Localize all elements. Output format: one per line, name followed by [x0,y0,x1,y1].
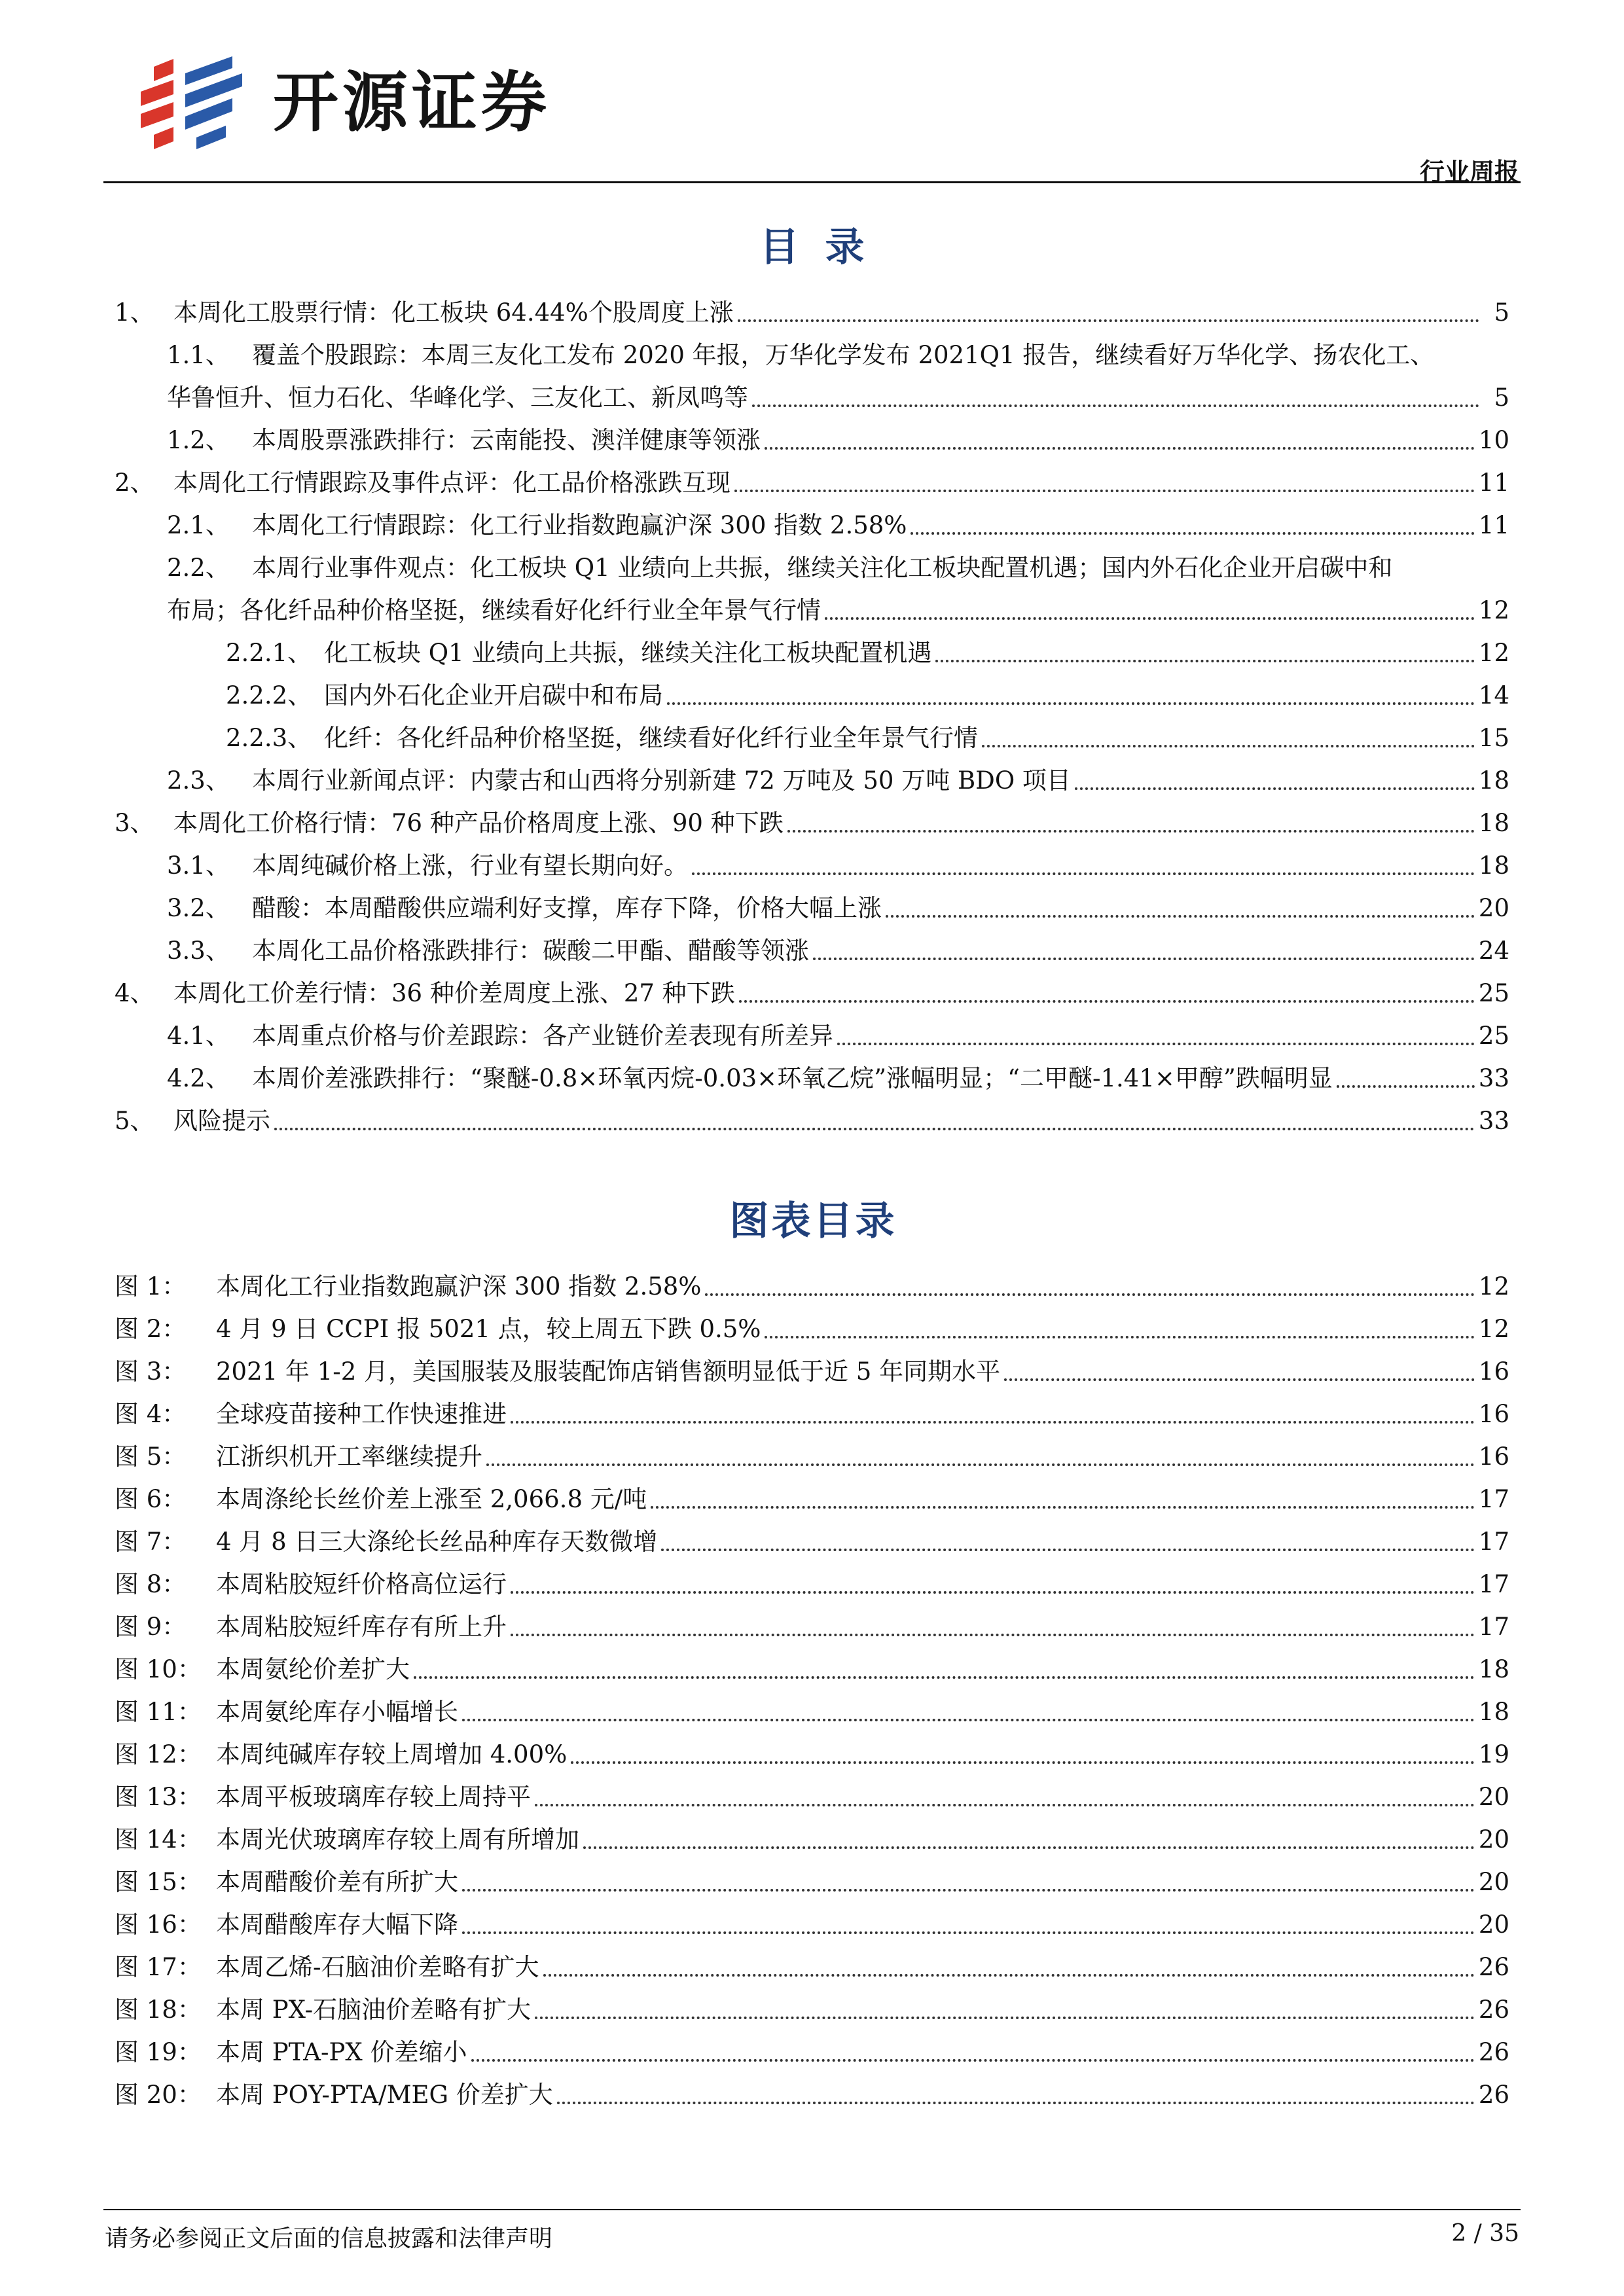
dot-leader [738,319,1479,322]
footer-divider [103,2209,1521,2210]
dot-leader [739,1000,1475,1003]
report-type: 行业周报 [1419,158,1519,187]
figure-entry[interactable] [115,1345,1509,1388]
figure-entry[interactable] [115,1600,1509,1643]
toc-entry-number: 1.2、 [167,425,230,454]
dot-leader [274,1128,1475,1130]
toc-entry[interactable] [115,456,1509,499]
toc-entry[interactable] [115,1009,1509,1052]
toc-entry-number: 2.2、 [167,553,230,582]
figure-entry-label: 本周涤纶长丝价差上涨至 2,066.8 元/吨 [216,1484,647,1513]
toc-entry-number: 4、 [115,978,154,1007]
toc-entry[interactable] [115,499,1509,541]
dot-leader [661,1549,1475,1551]
figure-entry-number: 图 11： [115,1697,202,1726]
toc-entry-label-continued: 布局；各化纤品种价格坚挺，继续看好化纤行业全年景气行情 [167,596,821,624]
toc-entry-label: 覆盖个股跟踪：本周三友化工发布 2020 年报，万华化学发布 2021Q1 报告，继续看好万华化学、扬农化工、 [252,340,1435,369]
figure-index-title: 图表目录 [729,1198,897,1244]
toc-entry-label: 本周价差涨跌排行：“聚醚-0.8×环氧丙烷-0.03×环氧乙烷”涨幅明显；“二甲醚-1.41×甲醇”跌幅明显 [252,1064,1333,1092]
toc-entry-label: 本周重点价格与价差跟踪：各产业链价差表现有所差异 [252,1021,833,1050]
figure-entry-label: 本周纯碱库存较上周增加 4.00% [216,1740,568,1768]
dot-leader [982,745,1475,747]
toc-entry-number: 3.2、 [167,893,230,922]
toc-entry-page: 18 [1478,851,1509,880]
figure-entry-number: 图 5： [115,1442,187,1471]
figure-entry-number: 图 17： [115,1952,202,1981]
toc-entry-page: 5 [1494,298,1509,327]
page-indicator: 2 / 35 [1451,2220,1519,2247]
dot-leader [462,1719,1475,1721]
brand-logo [134,54,550,152]
toc-entry-page: 20 [1478,893,1509,922]
toc-entry-number: 2.3、 [167,766,230,795]
toc-entry-page: 12 [1478,596,1509,624]
dot-leader [486,1463,1475,1466]
toc-entry-number: 1.1、 [167,340,230,369]
toc-entry-page: 14 [1478,681,1509,709]
dot-leader [705,1293,1474,1296]
brand-name: 开源证券 [273,64,550,141]
toc-entry-number: 2.1、 [167,511,230,539]
toc-entry[interactable] [115,711,1509,754]
dot-leader [734,490,1475,492]
figure-entry-number: 图 13： [115,1782,202,1811]
toc-entry-page: 33 [1478,1064,1509,1092]
dot-leader [535,2017,1475,2019]
figure-entry[interactable] [115,1643,1509,1685]
dot-leader [765,447,1475,450]
toc-entry[interactable] [115,669,1509,711]
toc-entry-page: 11 [1478,511,1509,539]
figure-entry-page: 16 [1478,1442,1509,1471]
figure-entry-number: 图 7： [115,1527,187,1556]
figure-entry-label: 本周平板玻璃库存较上周持平 [216,1782,531,1811]
figure-entry-page: 26 [1478,2080,1509,2109]
figure-entry-label: 全球疫苗接种工作快速推进 [216,1399,507,1428]
dot-leader [837,1043,1475,1045]
toc-entry-label: 醋酸：本周醋酸供应端利好支撑，库存下降，价格大幅上涨 [252,893,882,922]
toc-entry-page: 33 [1478,1106,1509,1135]
toc-entry-label: 化工板块 Q1 业绩向上共振，继续关注化工板块配置机遇 [324,638,932,667]
dot-leader [692,872,1475,875]
figure-entry-label: 本周 PX-石脑油价差略有扩大 [216,1995,532,2024]
figure-entry-number: 图 12： [115,1740,202,1768]
figure-entry-page: 17 [1478,1570,1509,1598]
figure-entry-page: 20 [1478,1867,1509,1896]
toc-entry-number: 4.1、 [167,1021,230,1050]
figure-entry-label: 本周醋酸库存大幅下降 [216,1910,458,1939]
toc-title: 目录 [759,224,891,270]
toc-entry-label: 本周化工价格行情：76 种产品价格周度上涨、90 种下跌 [173,808,784,837]
figure-entry-page: 17 [1478,1484,1509,1513]
dot-leader [557,2102,1475,2104]
figure-entry-label: 本周粘胶短纤价格高位运行 [216,1570,507,1598]
toc-entry-number: 5、 [115,1106,154,1135]
dot-leader [511,1591,1475,1594]
toc-entry-number: 2.2.3、 [226,723,312,752]
dot-leader [787,830,1475,833]
dot-leader [825,617,1475,620]
figure-entry[interactable] [115,2068,1509,2111]
figure-entry[interactable] [115,1770,1509,1813]
toc-entry-label-continued: 华鲁恒升、恒力石化、华峰化学、三友化工、新凤鸣等 [167,383,748,412]
toc-entry[interactable] [115,754,1509,797]
toc-entry[interactable] [115,797,1509,839]
toc-entry-page: 5 [1494,383,1509,412]
figure-index [115,1260,1509,2111]
footer-disclaimer: 请务必参阅正文后面的信息披露和法律声明 [105,2225,553,2252]
toc-entry-number: 3、 [115,808,154,837]
toc-entry-page: 18 [1478,808,1509,837]
figure-entry-number: 图 14： [115,1825,202,1854]
dot-leader [1004,1378,1475,1381]
toc-entry-label: 国内外石化企业开启碳中和布局 [324,681,663,709]
figure-entry-label: 本周氨纶价差扩大 [216,1655,410,1683]
figure-entry-label: 本周乙烯-石脑油价差略有扩大 [216,1952,539,1981]
toc-entry-label: 本周化工行情跟踪：化工行业指数跑赢沪深 300 指数 2.58% [252,511,907,539]
figure-entry[interactable] [115,1302,1509,1345]
dot-leader [911,532,1474,535]
figure-entry[interactable] [115,1388,1509,1430]
figure-entry-number: 图 19： [115,2037,202,2066]
toc-entry-number: 2.2.1、 [226,638,312,667]
toc-entry[interactable] [115,1052,1509,1094]
dot-leader [765,1336,1474,1338]
toc-entry-number: 3.1、 [167,851,230,880]
figure-entry-page: 16 [1478,1399,1509,1428]
toc-entry[interactable] [115,626,1509,669]
toc-entry[interactable] [115,541,1509,626]
toc-entry[interactable] [115,1094,1509,1137]
toc-entry-label: 本周股票涨跌排行：云南能投、澳洋健康等领涨 [252,425,761,454]
figure-entry-number: 图 15： [115,1867,202,1896]
toc-entry[interactable] [115,414,1509,456]
figure-entry[interactable] [115,1728,1509,1770]
toc-entry-number: 1、 [115,298,154,327]
toc-entry[interactable] [115,839,1509,882]
figure-entry-page: 26 [1478,1995,1509,2024]
figure-entry-page: 18 [1478,1697,1509,1726]
dot-leader [471,2059,1475,2062]
figure-entry-page: 26 [1478,2037,1509,2066]
dot-leader [511,1634,1475,1636]
figure-entry-number: 图 8： [115,1570,187,1598]
figure-entry-number: 图 16： [115,1910,202,1939]
figure-entry-number: 图 6： [115,1484,187,1513]
dot-leader [886,915,1475,918]
dot-leader [1075,787,1475,790]
figure-entry-label: 4 月 8 日三大涤纶长丝品种库存天数微增 [216,1527,658,1556]
figure-entry[interactable] [115,1260,1509,1302]
figure-entry[interactable] [115,1558,1509,1600]
figure-entry-number: 图 4： [115,1399,187,1428]
toc-entry-label: 化纤：各化纤品种价格坚挺，继续看好化纤行业全年景气行情 [324,723,978,752]
toc-entry-number: 2.2.2、 [226,681,312,709]
figure-entry-page: 18 [1478,1655,1509,1683]
figure-entry-label: 江浙织机开工率继续提升 [216,1442,482,1471]
toc-entry-number: 3.3、 [167,936,230,965]
figure-entry-label: 本周 POY-PTA/MEG 价差扩大 [216,2080,553,2109]
figure-entry-label: 本周氨纶库存小幅增长 [216,1697,458,1726]
toc-entry-label: 本周化工价差行情：36 种价差周度上涨、27 种下跌 [173,978,735,1007]
figure-entry[interactable] [115,1898,1509,1941]
toc-entry[interactable] [115,882,1509,924]
toc-entry-page: 18 [1478,766,1509,795]
figure-entry-label: 本周醋酸价差有所扩大 [216,1867,458,1896]
figure-entry-number: 图 18： [115,1995,202,2024]
toc-entry-page: 10 [1478,425,1509,454]
toc-entry[interactable] [115,924,1509,967]
figure-entry-page: 12 [1478,1314,1509,1343]
figure-entry[interactable] [115,1941,1509,1983]
dot-leader [583,1846,1475,1849]
brand-mark-icon [134,54,252,152]
figure-entry-label: 本周粘胶短纤库存有所上升 [216,1612,507,1641]
table-of-contents [115,286,1509,1137]
toc-entry-page: 15 [1478,723,1509,752]
figure-entry[interactable] [115,1515,1509,1558]
dot-leader [462,1889,1475,1892]
figure-entry-label: 本周化工行业指数跑赢沪深 300 指数 2.58% [216,1272,702,1300]
figure-entry-page: 16 [1478,1357,1509,1386]
toc-entry-label: 本周化工品价格涨跌排行：碳酸二甲酯、醋酸等领涨 [252,936,809,965]
toc-entry-number: 2、 [115,468,154,497]
toc-entry-label: 本周化工行情跟踪及事件点评：化工品价格涨跌互现 [173,468,731,497]
toc-entry-label: 本周纯碱价格上涨，行业有望长期向好。 [252,851,688,880]
figure-entry[interactable] [115,1685,1509,1728]
figure-entry-page: 19 [1478,1740,1509,1768]
toc-entry-label: 风险提示 [173,1106,270,1135]
dot-leader [511,1421,1475,1424]
figure-entry-page: 12 [1478,1272,1509,1300]
figure-entry[interactable] [115,1473,1509,1515]
dot-leader [414,1676,1475,1679]
dot-leader [462,1931,1475,1934]
figure-entry-number: 图 2： [115,1314,187,1343]
figure-entry-page: 26 [1478,1952,1509,1981]
toc-entry-page: 12 [1478,638,1509,667]
toc-entry-page: 11 [1478,468,1509,497]
figure-entry-number: 图 9： [115,1612,187,1641]
toc-entry-number: 4.2、 [167,1064,230,1092]
figure-entry-number: 图 1： [115,1272,187,1300]
dot-leader [535,1804,1475,1806]
figure-entry[interactable] [115,1430,1509,1473]
header-divider [103,181,1521,183]
figure-entry[interactable] [115,1813,1509,1856]
figure-entry-page: 17 [1478,1612,1509,1641]
figure-entry-label: 4 月 9 日 CCPI 报 5021 点，较上周五下跌 0.5% [216,1314,761,1343]
toc-entry-page: 25 [1478,1021,1509,1050]
toc-entry[interactable] [115,329,1509,414]
toc-entry-label: 本周行业事件观点：化工板块 Q1 业绩向上共振，继续关注化工板块配置机遇；国内外石化企业开启碳中和 [252,553,1393,582]
toc-entry-page: 25 [1478,978,1509,1007]
figure-entry-label: 本周光伏玻璃库存较上周有所增加 [216,1825,579,1854]
figure-entry[interactable] [115,2026,1509,2068]
toc-entry-label: 本周行业新闻点评：内蒙古和山西将分别新建 72 万吨及 50 万吨 BDO 项目 [252,766,1071,795]
toc-entry[interactable] [115,286,1509,329]
figure-entry[interactable] [115,1856,1509,1898]
dot-leader [651,1506,1475,1509]
figure-entry-label: 2021 年 1-2 月，美国服装及服装配饰店销售额明显低于近 5 年同期水平 [216,1357,1001,1386]
figure-entry-label: 本周 PTA-PX 价差缩小 [216,2037,467,2066]
dot-leader [813,958,1475,960]
figure-entry[interactable] [115,1983,1509,2026]
dot-leader [752,404,1479,407]
figure-entry-page: 20 [1478,1782,1509,1811]
figure-entry-page: 20 [1478,1910,1509,1939]
dot-leader [1337,1085,1475,1088]
dot-leader [935,660,1475,662]
dot-leader [571,1761,1475,1764]
toc-entry[interactable] [115,967,1509,1009]
dot-leader [543,1974,1475,1977]
figure-entry-page: 20 [1478,1825,1509,1854]
figure-entry-number: 图 20： [115,2080,202,2109]
figure-entry-number: 图 10： [115,1655,202,1683]
figure-entry-number: 图 3： [115,1357,187,1386]
toc-entry-page: 24 [1478,936,1509,965]
figure-entry-page: 17 [1478,1527,1509,1556]
dot-leader [667,702,1475,705]
toc-entry-label: 本周化工股票行情：化工板块 64.44%个股周度上涨 [173,298,734,327]
